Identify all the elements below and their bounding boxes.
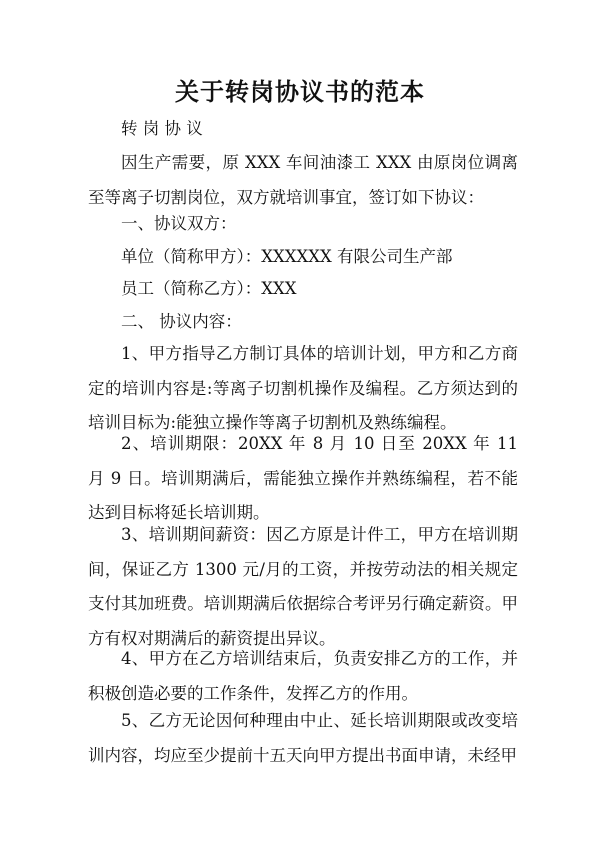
intro-paragraph: 因生产需要，原 XXX 车间油漆工 XXX 由原岗位调离至等离子切割岗位，双方就培训事宜，签订如下协议：: [88, 153, 518, 207]
party-a-line: 单位（简称甲方）：XXXXXX 有限公司生产部: [121, 247, 453, 266]
section-parties-heading: 一、协议双方：: [121, 214, 237, 233]
agreement-subtitle: 转 岗 协 议: [121, 119, 203, 138]
clause-2: 2、培训期限：20XX 年 8 月 10 日至 20XX 年 11 月 9 日。培训期满后，需能独立操作并熟练编程，若不能达到目标将延长培训期。: [88, 434, 518, 522]
clause-5: 5、乙方无论因何种理由中止、延长培训期限或改变培训内容，均应至少提前十五天向甲方提出书面申请，未经甲: [88, 711, 518, 765]
section-content-heading: 二、 协议内容：: [121, 312, 242, 331]
clause-1: 1、甲方指导乙方制订具体的培训计划，甲方和乙方商定的培训内容是:等离子切割机操作及编程。乙方须达到的培训目标为:能独立操作等离子切割机及熟练编程。: [88, 344, 518, 432]
clause-3: 3、培训期间薪资：因乙方原是计件工，甲方在培训期间，保证乙方 1300 元/月的工资，并按劳动法的相关规定支付其加班费。培训期满后依据综合考评另行确定薪资。甲方有权对期满后的薪资提出异议。: [88, 525, 518, 648]
clause-4: 4、甲方在乙方培训结束后，负责安排乙方的工作，并积极创造必要的工作条件，发挥乙方的作用。: [88, 649, 518, 703]
party-b-line: 员工（简称乙方）：XXX: [121, 279, 297, 298]
document-title: 关于转岗协议书的范本: [175, 78, 425, 106]
